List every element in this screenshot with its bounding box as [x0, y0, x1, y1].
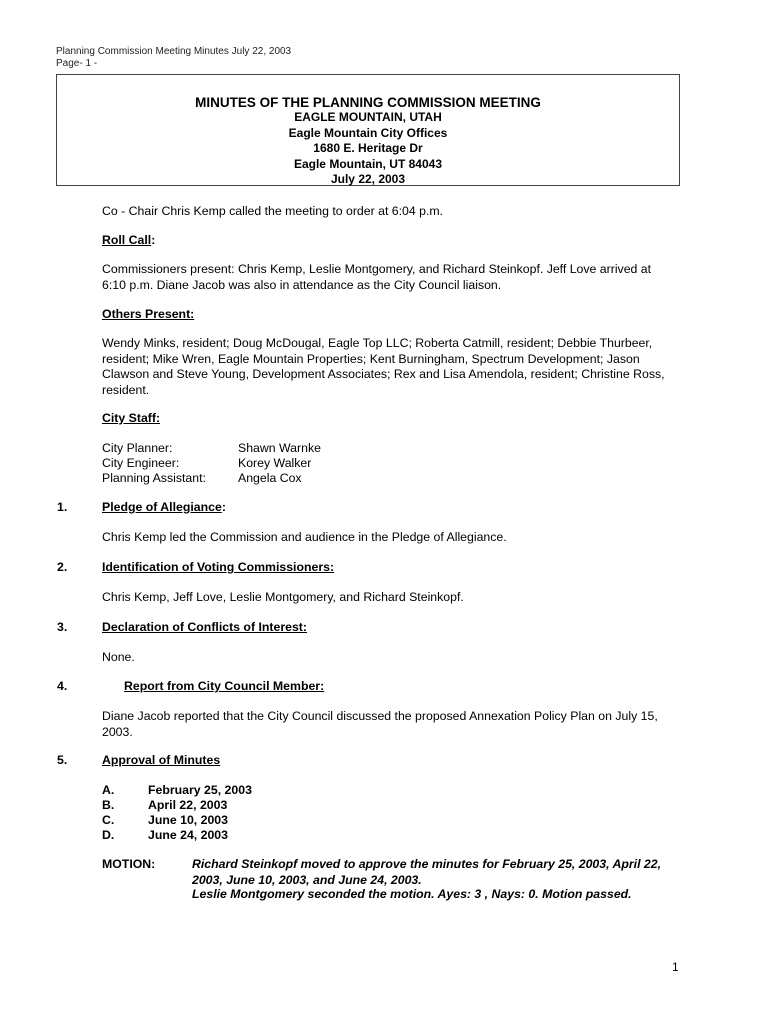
city-staff-heading: [102, 411, 677, 427]
running-header-title: Planning Commission Meeting Minutes July 22, 2003: [56, 46, 292, 57]
running-header-page: Page- 1 -: [56, 58, 98, 69]
others-present-text: Wendy Minks, resident; Doug McDougal, Eagle Top LLC; Roberta Catmill, resident; Debbie Thurbeer, resident; Mike Wren, Eagle Mountain Properties; Kent Burningham, Spectrum Development; Jason Clawson and Steve Young, Development Associates; Rex and Lisa Amendola, resident; Christine Ross, resident.: [102, 336, 665, 397]
title-line-street: 1680 E. Heritage Dr: [313, 141, 423, 155]
minutes-letter: D.: [102, 828, 115, 842]
item-heading-pledge-text: Pledge of Allegiance: [102, 500, 222, 514]
item-number: 5.: [57, 753, 68, 767]
item-heading-voting-text: Identification of Voting Commissioners:: [102, 560, 335, 574]
item-text-conflicts: None.: [102, 650, 135, 664]
motion-result: Leslie Montgomery seconded the motion. Ayes: 3 , Nays: 0. Motion passed.: [192, 887, 632, 901]
item-number: 1.: [57, 500, 68, 514]
staff-role: Planning Assistant:: [102, 471, 206, 485]
item-number: 2.: [57, 560, 68, 574]
roll-call-heading-text: Roll Call: [102, 233, 152, 247]
item-heading-pledge-colon: :: [221, 500, 226, 514]
title-box: [56, 74, 680, 186]
minutes-date: February 25, 2003: [148, 783, 252, 797]
item-heading-minutes: [102, 753, 677, 769]
item-heading-council-text: Report from City Council Member:: [124, 679, 325, 693]
title-line-location: EAGLE MOUNTAIN, UTAH: [294, 110, 442, 124]
item-number: 3.: [57, 620, 68, 634]
motion-label: MOTION:: [102, 857, 156, 871]
page-number: 1: [672, 960, 679, 974]
title-line-city: Eagle Mountain, UT 84043: [293, 156, 443, 171]
staff-name: Angela Cox: [238, 471, 302, 485]
minutes-date: April 22, 2003: [148, 798, 228, 812]
others-present-heading-text: Others Present:: [102, 307, 195, 321]
others-present-heading: [102, 307, 677, 323]
minutes-letter: B.: [102, 798, 115, 812]
item-text-council: Diane Jacob reported that the City Council discussed the proposed Annexation Policy Plan on July 15, 2003.: [102, 709, 658, 739]
staff-role: City Engineer:: [102, 456, 180, 470]
motion-text: Richard Steinkopf moved to approve the minutes for February 25, 2003, April 22, 2003, June 10, 2003, and June 24, 2003.: [192, 857, 661, 887]
roll-call-text: Commissioners present: Chris Kemp, Leslie Montgomery, and Richard Steinkopf. Jeff Love arrived at 6:10 p.m. Diane Jacob was also in attendance as the City Council liaison.: [102, 262, 652, 292]
item-heading-conflicts: [102, 620, 677, 636]
item-text-pledge: Chris Kemp led the Commission and audience in the Pledge of Allegiance.: [102, 530, 507, 544]
roll-call-heading: [102, 233, 677, 249]
staff-name: Korey Walker: [238, 456, 312, 470]
title-line-office: Eagle Mountain City Offices: [288, 125, 448, 140]
minutes-letter: A.: [102, 783, 115, 797]
item-heading-minutes-text: Approval of Minutes: [102, 753, 221, 767]
city-staff-heading-text: City Staff:: [102, 411, 161, 425]
minutes-date: June 10, 2003: [148, 813, 228, 827]
minutes-date: June 24, 2003: [148, 828, 228, 842]
item-text-voting: Chris Kemp, Jeff Love, Leslie Montgomery, and Richard Steinkopf.: [102, 590, 464, 604]
staff-role: City Planner:: [102, 441, 173, 455]
item-heading-pledge: [102, 500, 677, 516]
item-heading-voting: [102, 560, 677, 576]
roll-call-heading-colon: :: [151, 233, 156, 247]
item-heading-conflicts-text: Declaration of Conflicts of Interest:: [102, 620, 307, 634]
item-number: 4.: [57, 679, 68, 693]
item-heading-council: [124, 679, 699, 695]
title-line-date: July 22, 2003: [330, 172, 406, 186]
staff-name: Shawn Warnke: [238, 441, 321, 455]
document-title: MINUTES OF THE PLANNING COMMISSION MEETING: [195, 95, 541, 110]
opening-statement: Co - Chair Chris Kemp called the meeting to order at 6:04 p.m.: [102, 204, 444, 218]
minutes-letter: C.: [102, 813, 115, 827]
